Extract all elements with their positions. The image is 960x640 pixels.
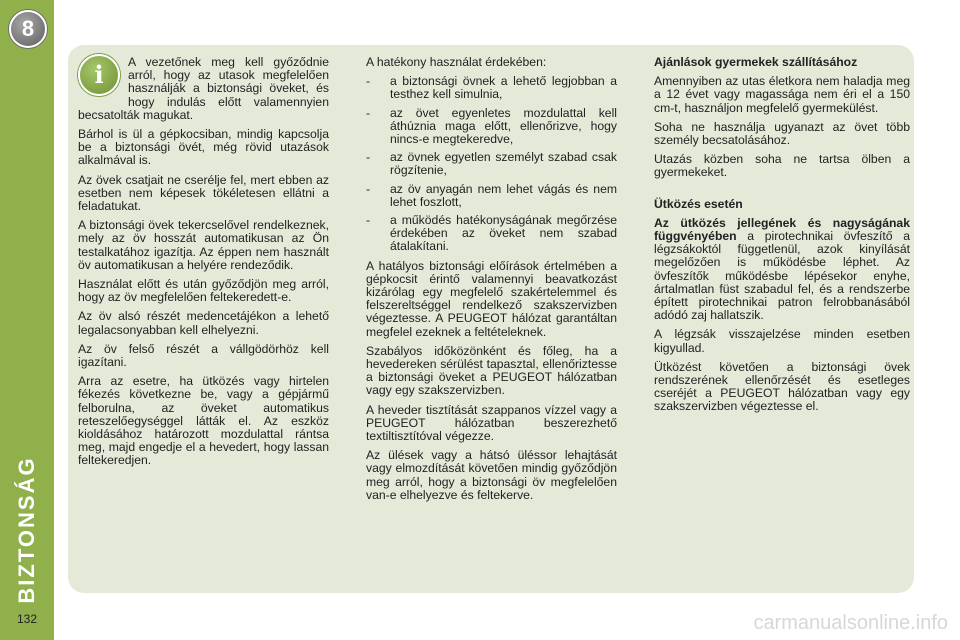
paragraph: Arra az esetre, ha ütközés vagy hirtelen fékezés következne be, vagy a gépjármű felborulna, az öveket automatikus reteszelőegységgel látták el. Az eszköz kioldásához határozott mozdulattal rántsa meg, majd engedje el a hevedert, hogy lassan feltekeredjen. (78, 374, 329, 468)
column-right (654, 56, 910, 420)
section-heading: Ütközés esetén (654, 196, 743, 211)
paragraph: Az övek csatjait ne cserélje fel, mert ebben az esetben nem képesek tökéletesen ellátni a feladatukat. (78, 172, 329, 214)
list-item: - az öv anyagán nem lehet vágás és nem lehet foszlott, (366, 183, 617, 209)
paragraph: A hatályos biztonsági előírások értelmében a gépkocsit érintő valamennyi beavatkozást kizárólag egy megfelelő szakértelemmel és felszereltséggel rendelkező szakszervizben végeztesse. A PEUGEOT hálózat garantáltan megfelel ezeknek a feltételeknek. (366, 258, 617, 339)
paragraph: A biztonsági övek tekercselővel rendelkeznek, mely az öv hosszát automatikusan az Ön testalkatához igazítja. Az éppen nem használt öv automatikusan a helyére rendeződik. (78, 218, 329, 272)
paragraph: Amennyiben az utas életkora nem haladja meg a 12 évet vagy magassága nem éri el a 150 cm-t, használjon megfelelő gyermekülést. (654, 74, 910, 115)
paragraph: A hatékony használat érdekében: (366, 55, 547, 69)
bold-text: Az ütközés jellegének és nagyságának függvényében (654, 215, 910, 244)
paragraph-text: A vezetőnek meg kell győződnie arról, hogy az utasok megfelelően használják a biztonsági öveket, és hogy indulás előtt valamennyien becsatolták magukat. (78, 55, 329, 122)
paragraph: Szabályos időközönként és főleg, ha a hevedereken sérülést tapasztal, ellenőriztesse a biztonsági öveket a PEUGEOT hálózatban vagy egy szakszervizben. (366, 343, 617, 398)
paragraph: A heveder tisztítását szappanos vízzel vagy a PEUGEOT hálózatban beszerezhető textiltisztítóval végezze. (366, 402, 617, 444)
page-number: 132 (16, 612, 38, 626)
paragraph: Soha ne használja ugyanazt az övet több személy becsatolásához. (654, 119, 910, 148)
paragraph: Az öv alsó részét medencetájékon a lehető legalacsonyabban kell elhelyezni. (78, 309, 329, 337)
list-item: - az övnek egyetlen személyt szabad csak rögzítenie, (366, 151, 617, 177)
chapter-sidebar (0, 0, 54, 640)
paragraph-text: a pirotechnikai övfeszítő a légzsákoktól függetlenül, azok kinyílását megelőzően is működésbe léphet. Az övfeszítők működésbe lépésekor enyhe, ártalmatlan füst szabadul fel, és a rendszerbe épített pirotechnikai patron felrobbanásából adódó zaj hallatszik. (654, 229, 910, 323)
paragraph: Az öv felső részét a vállgödörhöz kell igazítani. (78, 341, 329, 370)
paragraph: Utazás közben soha ne tartsa ölben a gyermekeket. (654, 152, 910, 180)
chapter-badge-icon (9, 10, 47, 48)
column-middle (366, 56, 617, 508)
list-item: - az övet egyenletes mozdulattal kell áthúznia maga előtt, ellenőrizve, hogy nincs-e megtekeredve, (366, 107, 617, 147)
watermark: carmanualsonline.info (753, 612, 948, 634)
chapter-number: 8 (21, 16, 35, 41)
column-left (78, 56, 329, 474)
section-title: BIZTONSÁG (14, 456, 39, 604)
info-icon: i (78, 54, 120, 96)
list-item: - a működés hatékonyságának megőrzése érdekében az öveket nem szabad átalakítani. (366, 214, 617, 254)
paragraph (654, 217, 910, 323)
paragraph: A légzsák visszajelzése minden esetben kigyullad. (654, 327, 910, 355)
paragraph: Bárhol is ül a gépkocsiban, mindig kapcsolja be a biztonsági övét, még rövid utazások alkalmával is. (78, 127, 329, 168)
bullet-list (366, 75, 617, 253)
section-heading: Ajánlások gyermekek szállításához (654, 55, 858, 69)
list-item: - a biztonsági övnek a lehető legjobban a testhez kell simulnia, (366, 75, 617, 101)
paragraph: Az ülések vagy a hátsó üléssor lehajtását vagy elmozdítását követően mindig győződjön meg arról, hogy a biztonsági öv megfelelően van-e elhelyezve és feltekerve. (366, 448, 617, 502)
paragraph (78, 56, 329, 122)
paragraph: Használat előtt és után győződjön meg arról, hogy az öv megfelelően feltekeredett-e. (78, 277, 329, 305)
paragraph: Ütközést követően a biztonsági övek rendszerének ellenőrzését és esetleges cseréjét a PEUGEOT hálózatban vagy egy szakszervizben végeztesse el. (654, 359, 910, 414)
